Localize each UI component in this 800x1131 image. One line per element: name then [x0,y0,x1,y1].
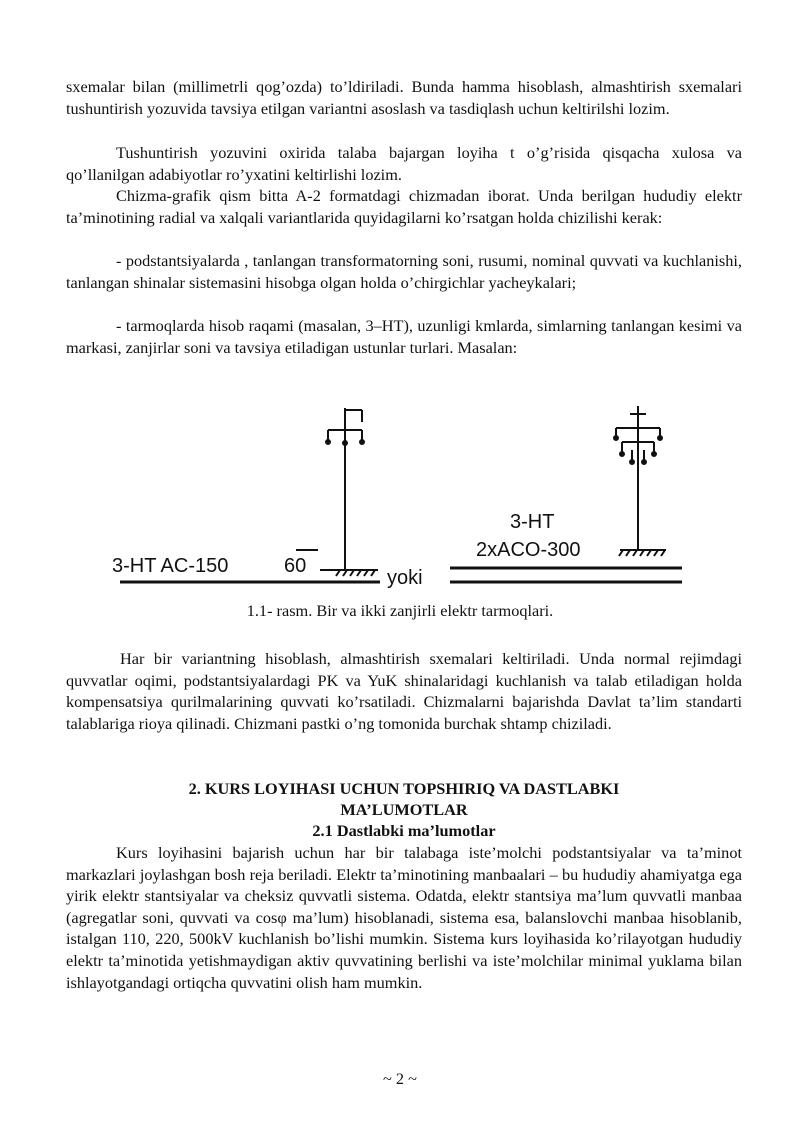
section-heading-line2: MA’LUMOTLAR [340,800,468,819]
left-line-label: 3-HT AC-150 [112,555,229,577]
paragraph-initial-data [66,842,742,993]
right-line-wire: 2xACO-300 [476,539,581,561]
paragraph-substations-list-item [66,250,742,293]
section-heading-line1: 2. KURS LOYIHASI UCHUN TOPSHIRIQ VA DASTLABKI [188,779,620,798]
figure-caption: 1.1- rasm. Bir va ikki zanjirli elektr tarmoqlari. [246,601,554,620]
subsection-heading: 2.1 Dastlabki ma’lumotlar [312,821,496,840]
paragraph-drawing-part [66,185,742,228]
paragraph-text: - tarmoqlarda hisob raqami (masalan, 3–HT), uzunligi kmlarda, simlarning tanlangan kesimi va markasi, zanjirlar soni va tavsiya etiladigan ustunlar turlari. Masalan: [66,316,742,357]
paragraph-text: Chizma-grafik qism bitta A-2 formatdagi chizmadan iborat. Unda berilgan hududiy elektr ta’minotining radial va xalqali variantlarida quyidagilarni ko’rsatgan holda chizilishi kerak: [66,186,742,227]
paragraph-conclusion [66,142,742,185]
double-circuit-tower-icon [614,406,666,550]
paragraph-text: sxemalar bilan (millimetrli qog’ozda) to’ldiriladi. Bunda hamma hisoblash, almashtirish sxemalari tushuntirish yozuvida tavsiya etilgan variantni asoslash va tasdiqlash uchun keltirilshi lozim. [66,77,742,118]
paragraph-text: Kurs loyihasini bajarish uchun har bir talabaga iste’molchi podstantsiyalar va ta’minot markazlari joylashgan bosh reja beriladi. Elektr ta’minotining manbaalari – bu hududiy ahamiyatga ega yirik elektr stantsiyalar va cheksiz quvvatli sistema. Odatda, elektr stantsiya ma’lum quvvatli manbaa (agregatlar soni, quvvati va cosφ ma’lum) hisoblanadi, sistema esa, balanslovchi manbaa hisoblanib, istalgan 110, 220, 500kV kuchlanish bo’lishi mumkin. Sistema kurs loyihasida ko’rilayotgan hududiy elektr ta’minotida yetishmaydigan aktiv quvvatining berlishi va iste’molchilar minimal yuklama bilan ishlayotgandagi ortiqcha quvvatini olish ham mumkin. [66,843,742,992]
right-line-number: 3-HT [510,511,555,533]
paragraph-calculation [66,648,742,734]
left-line-length: 60 [284,555,307,577]
page-number: ~ 2 ~ [383,1069,417,1088]
paragraph-text: Har bir variantning hisoblash, almashtirish sxemalari keltiriladi. Unda normal rejimdagi quvvatlar oqimi, podstantsiyalardagi PK va YuK shinalaridagi kuchlanish va talab etiladigan holda kompensatsiya qurilmalarining quvvati ko’rsatiladi. Chizmalarni bajarishda Davlat ta’lim standarti talablariga rioya qilinadi. Chizmani pastki o’ng tomonida burchak shtamp chiziladi. [66,649,742,733]
paragraph-schemes [66,76,742,119]
single-circuit-tower-icon [320,408,378,570]
paragraph-text: - podstantsiyalarda , tanlangan transformatorning soni, rusumi, nominal quvvati va kuchlanishi, tanlangan shinalar sistemasini hisobga olgan holda o’chirgichlar yacheykalari; [66,251,742,292]
figure-power-lines [100,400,700,600]
paragraph-text: Tushuntirish yozuvini oxirida talaba bajargan loyiha t o’g’risida qisqacha xulosa va qo’llanilgan adabiyotlar ro’yxatini keltirlishi lozim. [66,143,742,184]
paragraph-networks-list-item [66,315,742,358]
or-word: yoki [387,567,423,589]
